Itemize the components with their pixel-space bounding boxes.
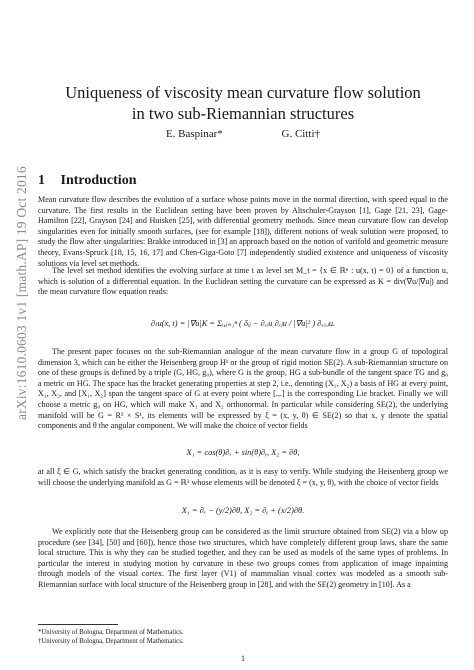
footnote-rule — [38, 624, 118, 625]
equation-mcf: ∂ₜu(x, t) = |∇u|K = Σᵢ,ⱼ₌₁ⁿ ( δᵢⱼ − ∂ₓᵢu ∂ₓⱼu / |∇u|² ) ∂ₓᵢₓⱼu. — [150, 319, 336, 328]
paragraph-1: Mean curvature flow describes the evolution of a surface whose points move in the normal direction, with speed equal to the curvature. The first results in the Euclidean setting have been proven by Altschuler-Grayson [1], Gage [21, 23], Gage-Hamilton [22], Grayson [24] and Huisken [25], with differential geometry methods. Since mean curvature flow can develop singularities even for initially smooth surfaces, (see for example [18]), different notions of weak solution were proposed, to study the flow after singularities: Brakke introduced in [3] an approach based on the notion of varifold and geometric measure theory, Evans-Spruck [18, 15, 16, 17] and Chen-Giga-Goto [7] independently studied existence and uniqueness of viscosity solutions via level set methods. — [38, 195, 448, 268]
page-number: 1 — [241, 654, 245, 663]
equation-heisenberg-fields: X₁ = ∂ₓ − (y/2)∂θ, X₂ = ∂ᵧ + (x/2)∂θ. — [181, 506, 305, 515]
footnote-1: *University of Bologna, Department of Mathematics. — [38, 629, 184, 636]
footnotes — [38, 628, 448, 646]
equation-se2-fields: X₁ = cos(θ)∂ₓ + sin(θ)∂ᵧ, X₂ = ∂θ, — [186, 448, 300, 457]
paragraph-5: We explicitly note that the Heisenberg group can be considered as the limit structure obtained from SE(2) via a blow up procedure (see [34], [50] and [60]), hence those two structures, which have completely different group laws, share the same local structure. This is why they can be studied together, and they can be used as models of the same types of problems. In particular the interest in studying motion by curvature in these two groups comes from application of image inpainting through models of the visual cortex. The first layer (V1) of mammalian visual cortex was modeled as a smooth sub-Riemannian surface with local structure of the Heisenberg group in [28], and with the SE(2) geometry in [10]. As a — [38, 527, 448, 589]
section-number: 1 — [38, 173, 45, 188]
section-heading — [38, 173, 136, 189]
title-line-1: Uniqueness of viscosity mean curvature flow solution — [65, 83, 421, 102]
title-line-2: in two sub-Riemannian structures — [131, 104, 355, 123]
paragraph-3: The present paper focuses on the sub-Riemannian analogue of the mean curvature flow in a group G of topological dimension 3, which can be either the Heisenberg group H¹ or the group of rigid motion SE(2). A sub-Riemannian structure on one of these groups is defined by a triple (G, HG, g₀), where G is the group, HG a sub-bundle of the tangent space TG and g₀ a metric on HG. The space has the bracket generating properties at step 2, i.e., denoting (X₁, X₂) a basis of HG at every point, X₁, X₂, and [X₁, X₂] span the tangent space of G at every point where [.,.] is the corresponding Lie bracket. Finally we will choose a metric g₀ on HG, which will make X₁ and X₂ orthonormal. In particular while considering SE(2), the underlying manifold will be G = R² × S¹, its elements will be expressed by ξ = (x, y, θ) ∈ SE(2) so that x, y denote the spatial components and θ the angular component. We will make the choice of vector fields — [38, 347, 448, 431]
footnote-2: †University of Bologna, Department of Mathematics. — [38, 638, 184, 645]
paragraph-4: at all ξ ∈ G, which satisfy the bracket generating condition, as it is easy to verify. While studying the Heisenberg group we will choose the underlying manifold as G = ℝ³ whose elements will be denoted ξ = (x, y, θ), with the choice of vector fields — [38, 467, 448, 487]
paragraph-2: The level set method identifies the evolving surface at time t as level set M_t = {x ∈ ℝⁿ : u(x, t) = 0} of a function u, which is solution of a differential equation. In the Euclidean setting the curvature can be expressed as K = div(∇u/|∇u|) and the mean curvature flow equation reads: — [38, 266, 448, 297]
authors — [38, 128, 448, 140]
arxiv-stamp: arXiv:1610.0603 1v1 [math.AP] 19 Oct 2016 — [14, 166, 29, 420]
section-title: Introduction — [60, 173, 137, 188]
paper-title — [38, 82, 448, 124]
author-2: G. Citti† — [281, 128, 321, 140]
author-1: E. Baspinar* — [165, 128, 223, 140]
